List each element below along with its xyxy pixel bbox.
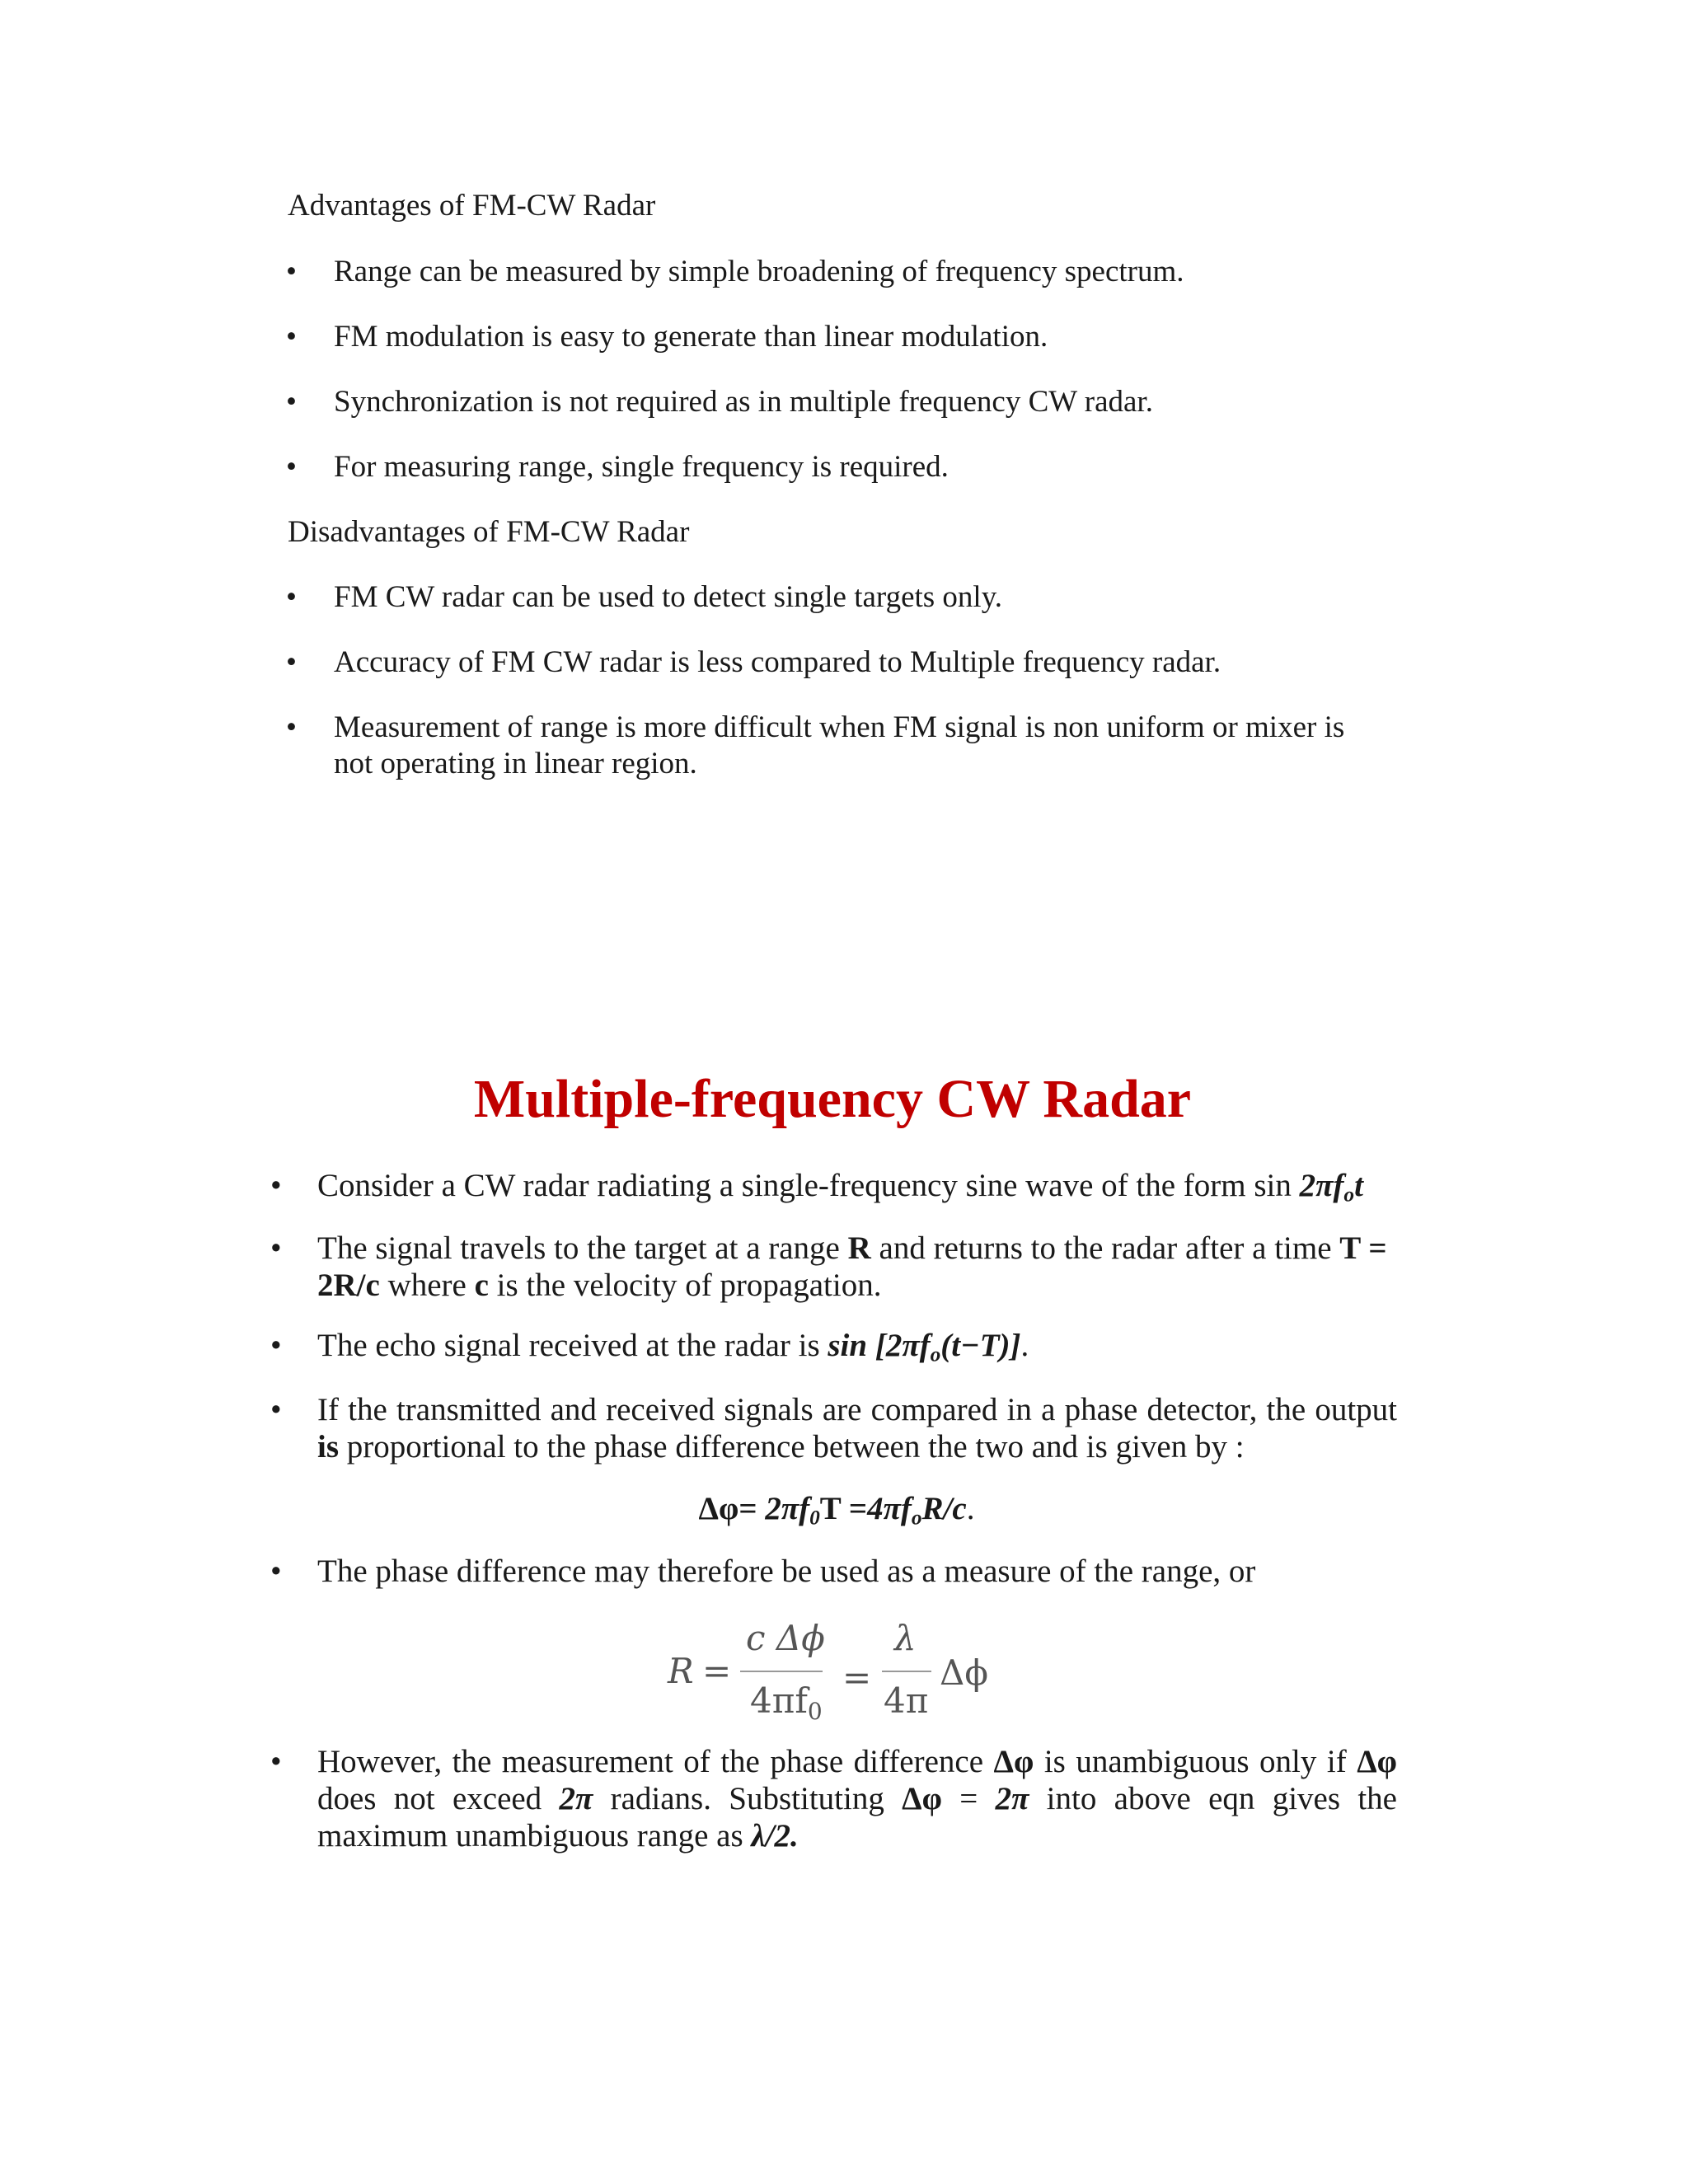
eq2-tail: Δϕ <box>940 1652 988 1693</box>
text-run: = <box>941 1781 996 1816</box>
paragraph-1 <box>317 1167 1363 1213</box>
equation-range-figure <box>659 1607 1006 1731</box>
eq2-den2: 4π <box>884 1680 929 1721</box>
symbol-dphi: Δφ <box>698 1491 739 1526</box>
bullet-icon: • <box>270 1744 282 1779</box>
formula-2pif: 2πf <box>1299 1168 1344 1203</box>
text-run: maximum unambiguous range as <box>317 1818 752 1854</box>
formula-t: t <box>1354 1168 1363 1203</box>
symbol-c: c <box>474 1268 489 1303</box>
bullet-icon: • <box>270 1168 282 1203</box>
paragraph-2 <box>317 1230 1397 1304</box>
list-item: For measuring range, single frequency is required. <box>334 450 949 484</box>
formula-sub: 0 <box>809 1506 820 1530</box>
list-item: FM CW radar can be used to detect single targets only. <box>334 580 1003 614</box>
formula-part: sin [2πf <box>828 1328 931 1363</box>
formula-sub: o <box>930 1343 941 1366</box>
equation-phase-difference <box>0 1490 1673 1536</box>
text-run: is the velocity of propagation. <box>488 1268 882 1303</box>
paragraph-1-text: Consider a CW radar radiating a single-frequency sine wave of the form sin <box>317 1168 1300 1203</box>
bullet-icon: • <box>286 255 297 288</box>
list-item: Accuracy of FM CW radar is less compared to Multiple frequency radar. <box>334 645 1221 679</box>
eq2-lhs: R <box>668 1651 694 1691</box>
symbol-dphi: Δφ <box>1357 1744 1397 1779</box>
formula-part: (t−T)] <box>940 1328 1021 1363</box>
bullet-icon: • <box>270 1392 282 1427</box>
paragraph-6-line-3 <box>317 1817 1397 1854</box>
word-is: is <box>317 1429 340 1465</box>
eq2-den1-text: 4πf <box>750 1680 808 1721</box>
text-run: The echo signal received at the radar is <box>317 1328 828 1363</box>
formula-sub: o <box>911 1506 922 1530</box>
formula-part: R/c <box>921 1491 967 1526</box>
formula-sub: o <box>1343 1183 1355 1207</box>
symbol-2pi: 2π <box>995 1781 1029 1816</box>
bullet-icon: • <box>270 1328 282 1363</box>
eq2-equals-2: = <box>842 1657 872 1698</box>
bullet-icon: • <box>286 645 297 679</box>
paragraph-6-line-1 <box>317 1743 1397 1780</box>
text-run: However, the measurement of the phase difference <box>317 1744 994 1779</box>
paragraph-6 <box>317 1743 1397 1854</box>
formula-part: 4πf <box>867 1491 912 1526</box>
symbol-2pi: 2π <box>559 1781 593 1816</box>
text-run: does not exceed <box>317 1781 560 1816</box>
symbol-2Rc: 2R/c <box>317 1268 380 1303</box>
bullet-icon: • <box>270 1554 282 1589</box>
list-item: Range can be measured by simple broadening of frequency spectrum. <box>334 255 1184 288</box>
formula-part: 2πf <box>765 1491 810 1526</box>
bullet-icon: • <box>286 385 297 419</box>
paragraph-4-line-1: If the transmitted and received signals are compared in a phase detector, the output <box>317 1392 1397 1427</box>
paragraph-4 <box>317 1391 1397 1465</box>
symbol-dphi: Δφ <box>902 1781 942 1816</box>
text-run: radians. Substituting <box>593 1781 903 1816</box>
symbol-lambda-half: λ/2. <box>751 1818 799 1854</box>
text-run: . <box>966 1491 975 1526</box>
list-item: Synchronization is not required as in multiple frequency CW radar. <box>334 385 1153 419</box>
section-title: Multiple-frequency CW Radar <box>473 1069 1192 1129</box>
list-item: FM modulation is easy to generate than linear modulation. <box>334 320 1048 354</box>
bullet-icon: • <box>286 450 297 484</box>
symbol-T: T <box>819 1491 842 1526</box>
symbol-R: R <box>847 1230 871 1266</box>
eq2-equals: = <box>702 1651 732 1691</box>
bullet-icon: • <box>286 320 297 354</box>
paragraph-5: The phase difference may therefore be used as a measure of the range, or <box>317 1554 1256 1589</box>
text-run: The signal travels to the target at a range <box>317 1230 848 1266</box>
advantages-heading: Advantages of FM-CW Radar <box>288 189 656 223</box>
bullet-icon: • <box>286 580 297 614</box>
disadvantages-heading: Disadvantages of FM-CW Radar <box>288 515 690 549</box>
text-run: and returns to the radar after a time <box>870 1230 1340 1266</box>
list-item: Measurement of range is more difficult when FM signal is non uniform or mixer is not operating in linear region. <box>334 710 1345 780</box>
text-run: is unambiguous only if <box>1034 1744 1357 1779</box>
symbol-dphi: Δφ <box>993 1744 1034 1779</box>
bullet-icon: • <box>286 710 297 744</box>
text-run: proportional to the phase difference between the two and is given by : <box>339 1429 1245 1465</box>
eq2-num1: c Δϕ <box>746 1618 825 1658</box>
paragraph-3 <box>317 1327 1029 1373</box>
text-run: . <box>1020 1328 1029 1363</box>
eq2-den1-sub: 0 <box>807 1698 823 1725</box>
paragraph-6-line-2 <box>317 1780 1397 1817</box>
text-run: into above eqn gives the <box>1029 1781 1397 1816</box>
text-run: = <box>841 1491 868 1526</box>
eq2-num2: λ <box>894 1618 917 1658</box>
symbol-T: T = <box>1339 1230 1387 1266</box>
bullet-icon: • <box>270 1230 282 1266</box>
text-run: = <box>738 1491 766 1526</box>
eq2-den1 <box>750 1680 823 1725</box>
equation-range <box>659 1607 1006 1731</box>
text-run: where <box>379 1268 475 1303</box>
